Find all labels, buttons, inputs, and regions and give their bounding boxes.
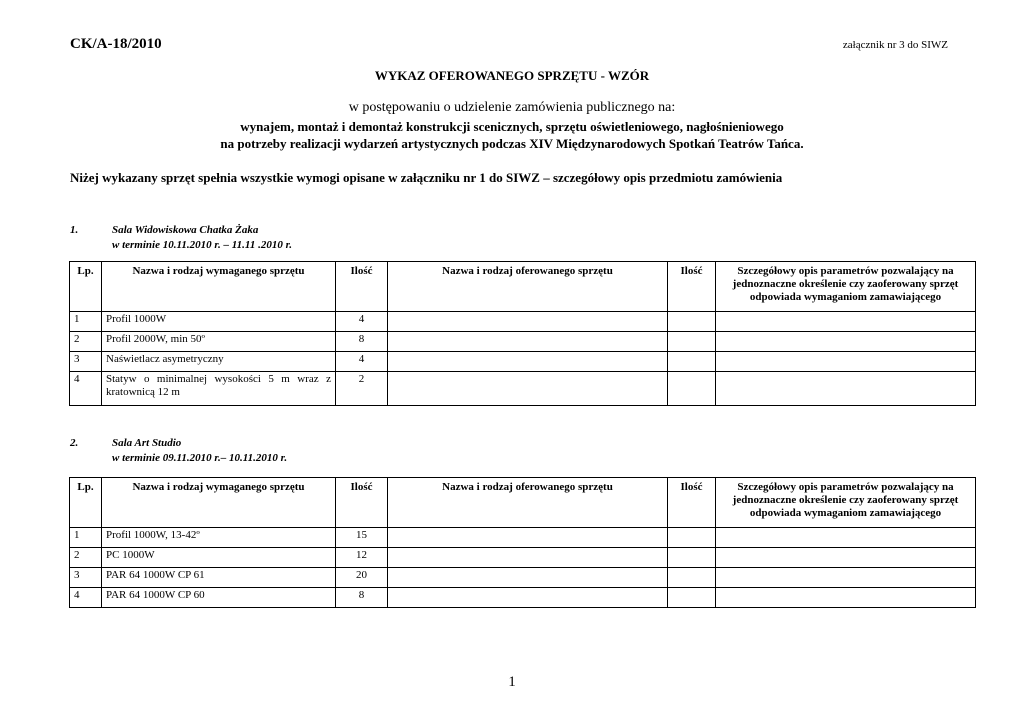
cell-qty: 20 [336,568,388,588]
header-quantity: Ilość [336,478,388,528]
cell-qty: 2 [336,372,388,406]
header-offered-quantity: Ilość [668,262,716,312]
table-row [70,312,976,332]
header-lp: Lp. [70,262,102,312]
table-row [70,568,976,588]
cell-name: Statyw o minimalnej wysokości 5 m wraz z kratownicą 12 m [102,372,336,406]
cell-qty: 8 [336,332,388,352]
cell-qty: 15 [336,528,388,548]
page-number: 1 [508,674,516,690]
cell-lp: 3 [70,568,102,588]
cell-qty: 12 [336,548,388,568]
section-heading [70,223,292,253]
cell-offered-qty[interactable] [668,568,716,588]
cell-name: PC 1000W [102,548,336,568]
header-quantity: Ilość [336,262,388,312]
header-offered-quantity: Ilość [668,478,716,528]
cell-description[interactable] [716,568,976,588]
section-heading [70,436,287,466]
cell-offered-qty[interactable] [668,312,716,332]
cell-description[interactable] [716,548,976,568]
subject-line-2: na potrzeby realizacji wydarzeń artystycznych podczas XIV Międzynarodowych Spotkań Teatrów Tańca. [220,136,804,151]
table-header-row [70,478,976,528]
cell-description[interactable] [716,372,976,406]
cell-lp: 1 [70,312,102,332]
cell-offered-qty[interactable] [668,548,716,568]
cell-offered-qty[interactable] [668,332,716,352]
cell-lp: 2 [70,332,102,352]
header-description: Szczegółowy opis parametrów pozwalający na jednoznaczne określenie czy zaoferowany sprzęt odpowiada wymaganiom zamawiającego [716,478,976,528]
cell-offered-qty[interactable] [668,372,716,406]
cell-qty: 8 [336,588,388,608]
attachment-label: załącznik nr 3 do SIWZ [842,39,948,51]
cell-offered-name[interactable] [388,352,668,372]
cell-description[interactable] [716,332,976,352]
header-description: Szczegółowy opis parametrów pozwalający na jednoznaczne określenie czy zaoferowany sprzęt odpowiada wymaganiom zamawiającego [716,262,976,312]
document-code: CK/A-18/2010 [70,36,162,52]
cell-offered-name[interactable] [388,312,668,332]
section-number: 1. [70,224,79,236]
document-title: WYKAZ OFEROWANEGO SPRZĘTU - WZÓR [374,68,650,83]
section-term: w terminie 10.11.2010 r. – 11.11 .2010 r. [112,239,293,251]
table-row [70,548,976,568]
cell-name: Profil 1000W, 13-42º [102,528,336,548]
cell-lp: 3 [70,352,102,372]
cell-lp: 4 [70,372,102,406]
subject-line-1: wynajem, montaż i demontaż konstrukcji scenicznych, sprzętu oświetleniowego, nagłośnieniowego [240,119,784,134]
cell-lp: 1 [70,528,102,548]
header-offered-equipment: Nazwa i rodzaj oferowanego sprzętu [388,478,668,528]
section-term: w terminie 09.11.2010 r.– 10.11.2010 r. [112,452,288,464]
header-required-equipment: Nazwa i rodzaj wymaganego sprzętu [102,478,336,528]
intro-text: w postępowaniu o udzielenie zamówienia publicznego na: [348,100,676,115]
cell-qty: 4 [336,312,388,332]
cell-description[interactable] [716,352,976,372]
section-venue: Sala Art Studio [112,437,182,449]
cell-lp: 4 [70,588,102,608]
section-number: 2. [70,437,79,449]
cell-name: Profil 1000W [102,312,336,332]
table-row [70,332,976,352]
cell-offered-name[interactable] [388,588,668,608]
cell-description[interactable] [716,528,976,548]
cell-offered-name[interactable] [388,548,668,568]
cell-offered-qty[interactable] [668,352,716,372]
equipment-table [69,261,976,406]
cell-offered-name[interactable] [388,568,668,588]
header-offered-equipment: Nazwa i rodzaj oferowanego sprzętu [388,262,668,312]
equipment-table [69,477,976,608]
table-header-row [70,262,976,312]
cell-offered-qty[interactable] [668,528,716,548]
cell-description[interactable] [716,312,976,332]
cell-offered-name[interactable] [388,528,668,548]
cell-lp: 2 [70,548,102,568]
compliance-statement: Niżej wykazany sprzęt spełnia wszystkie wymogi opisane w załączniku nr 1 do SIWZ – szczegółowy opis przedmiotu zamówienia [70,170,783,185]
cell-qty: 4 [336,352,388,372]
table-row [70,528,976,548]
table-row [70,372,976,406]
table-row [70,352,976,372]
cell-name: PAR 64 1000W CP 61 [102,568,336,588]
header-required-equipment: Nazwa i rodzaj wymaganego sprzętu [102,262,336,312]
cell-name: Profil 2000W, min 50º [102,332,336,352]
cell-name: Naświetlacz asymetryczny [102,352,336,372]
header-lp: Lp. [70,478,102,528]
table-row [70,588,976,608]
section-venue: Sala Widowiskowa Chatka Żaka [112,224,259,236]
cell-name: PAR 64 1000W CP 60 [102,588,336,608]
cell-description[interactable] [716,588,976,608]
cell-offered-name[interactable] [388,372,668,406]
cell-offered-qty[interactable] [668,588,716,608]
cell-offered-name[interactable] [388,332,668,352]
